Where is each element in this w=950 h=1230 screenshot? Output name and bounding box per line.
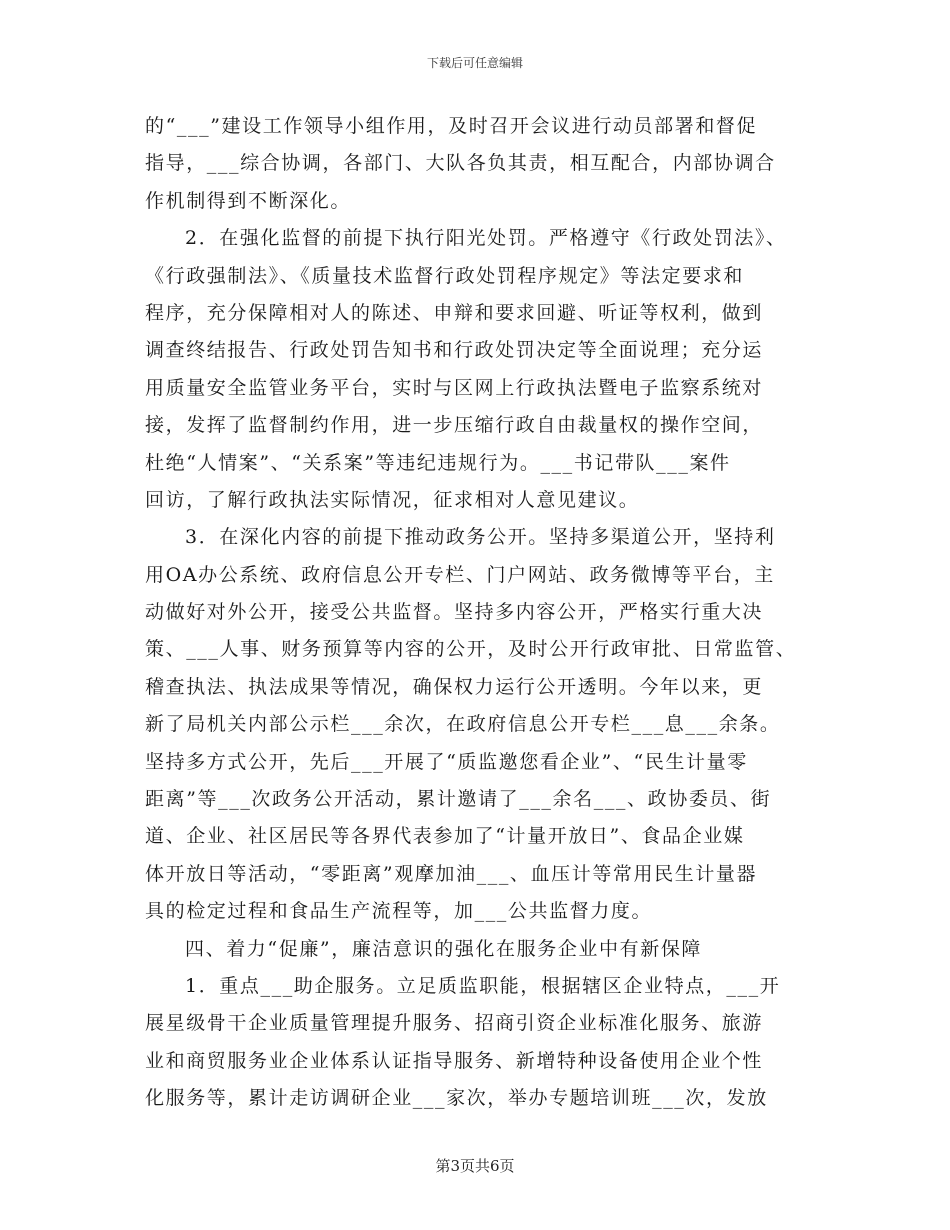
body-text-line: 策、___人事、财务预算等内容的公开，及时公开行政审批、日常监管、 xyxy=(145,638,797,661)
body-text-line: 距离”等___次政务公开活动，累计邀请了___余名___、政协委员、街 xyxy=(145,788,772,811)
body-text-line: 用OA办公系统、政府信息公开专栏、门户网站、政务微博等平台，主 xyxy=(145,563,775,586)
body-text-line: 化服务等，累计走访调研企业___家次，举办专题培训班___次，发放 xyxy=(145,1087,768,1110)
body-text-line: 道、企业、社区居民等各界代表参加了“计量开放日”、食品企业媒 xyxy=(145,825,745,848)
body-text-line: 杜绝“人情案”、“关系案”等违纪违规行为。___书记带队___案件 xyxy=(145,451,731,474)
body-text-line: 业和商贸服务业企业体系认证指导服务、新增特种设备使用企业个性 xyxy=(145,1049,764,1072)
body-text-line: 回访，了解行政执法实际情况，征求相对人意见建议。 xyxy=(145,488,640,511)
body-text-line: 新了局机关内部公示栏___余次，在政府信息公开专栏___息___余条。 xyxy=(145,713,781,736)
body-text-line: 2．在强化监督的前提下执行阳光处罚。严格遵守《行政处罚法》、 xyxy=(185,227,787,250)
body-text-line: 接，发挥了监督制约作用，进一步压缩行政自由裁量权的操作空间， xyxy=(145,414,764,437)
body-text-line: 程序，充分保障相对人的陈述、申辩和要求回避、听证等权利，做到 xyxy=(145,301,764,324)
body-text-line: 指导，___综合协调，各部门、大队各负其责，相互配合，内部协调合 xyxy=(145,152,776,175)
body-text-line: 用质量安全监管业务平台，实时与区网上行政执法暨电子监察系统对 xyxy=(145,376,764,399)
page-header-note: 下载后可任意编辑 xyxy=(426,56,523,70)
body-text-line: 的“___”建设工作领导小组作用，及时召开会议进行动员部署和督促 xyxy=(145,115,758,137)
body-text-line: 具的检定过程和食品生产流程等，加___公共监督力度。 xyxy=(145,900,653,923)
body-text-line: 四、着力“促廉”，廉洁意识的强化在服务企业中有新保障 xyxy=(185,937,703,960)
body-text-line: 展星级骨干企业质量管理提升服务、招商引资企业标准化服务、旅游 xyxy=(145,1012,764,1035)
document-body xyxy=(145,108,815,1118)
body-text-line: 动做好对外公开，接受公共监督。坚持多内容公开，严格实行重大决 xyxy=(145,601,764,624)
page-number-footer: 第3页共6页 xyxy=(435,1157,515,1175)
body-text-line: 3．在深化内容的前提下推动政务公开。坚持多渠道公开，坚持利 xyxy=(185,526,776,549)
body-text-line: 作机制得到不断深化。 xyxy=(145,189,352,212)
body-text-line: 稽查执法、执法成果等情况，确保权力运行公开透明。今年以来，更 xyxy=(145,675,764,698)
body-text-line: 1．重点___助企服务。立足质监职能，根据辖区企业特点，___开 xyxy=(185,974,781,997)
body-text-line: 体开放日等活动，“零距离”观摩加油___、血压计等常用民生计量器 xyxy=(145,862,758,885)
body-text-line: 坚持多方式公开，先后___开展了“质监邀您看企业”、“民生计量零 xyxy=(145,750,748,773)
body-text-line: 调查终结报告、行政处罚告知书和行政处罚决定等全面说理；充分运 xyxy=(145,339,764,362)
body-text-line: 《行政强制法》、《质量技术监督行政处罚程序规定》等法定要求和 xyxy=(145,264,745,287)
